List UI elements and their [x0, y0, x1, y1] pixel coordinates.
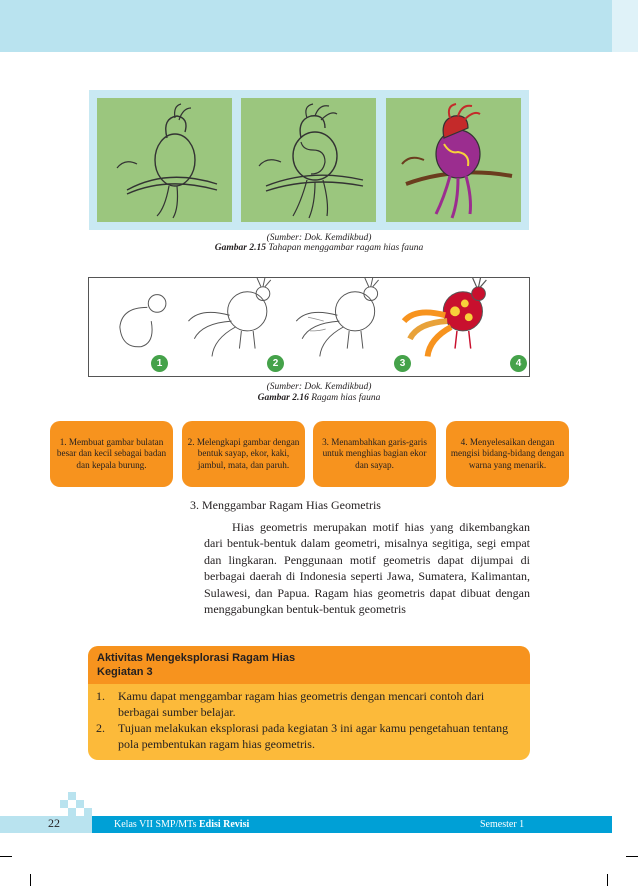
section-title: 3. Menggambar Ragam Hias Geometris [190, 498, 381, 512]
step-box-2: 2. Melengkapi gambar dengan bentuk sayap, ekor, kaki, jambul, mata, dan paruh. [182, 421, 305, 487]
activity-item-text: Tujuan melakukan eksplorasi pada kegiatan 3 ini agar kamu pengetahuan tentang pola pembentukan ragam hias geometris. [118, 721, 509, 751]
figure-2-15-source: (Sumber: Dok. Kemdikbud) [266, 233, 372, 243]
footer-pixel-decor [76, 800, 84, 808]
header-band-edge [612, 0, 638, 52]
figure-2-16-title: Ragam hias fauna [311, 393, 381, 403]
bird-sketch-stage-3 [386, 98, 521, 222]
step-badge-2: 2 [267, 355, 284, 372]
step-box-3: 3. Menambahkan garis-garis untuk menghias bagian ekor dan sayap. [313, 421, 436, 487]
activity-item-text: Kamu dapat menggambar ragam hias geometris dengan mencari contoh dari berbagai sumber belajar. [118, 689, 485, 719]
activity-item-number: 1. [96, 689, 105, 703]
crop-mark [30, 874, 31, 886]
figure-2-16-source: (Sumber: Dok. Kemdikbud) [266, 382, 372, 392]
figure-2-15-label: Gambar 2.15 [214, 243, 266, 253]
activity-header [88, 646, 530, 684]
footer-semester: Semester 1 [480, 819, 525, 830]
activity-list [96, 688, 522, 752]
page-number: 22 [48, 816, 60, 830]
footer-book-edition: Edisi Revisi [198, 819, 250, 830]
bird-sketch-stage-1 [97, 98, 232, 222]
footer-book-title [114, 816, 249, 833]
activity-title: Aktivitas Mengeksplorasi Ragam Hias [97, 652, 296, 664]
step-badge-4: 4 [510, 355, 527, 372]
step-box-1: 1. Membuat gambar bulatan besar dan kecil sebagai badan dan kepala burung. [50, 421, 173, 487]
header-band [0, 0, 612, 52]
footer-pixel-decor [60, 800, 68, 808]
footer-pixel-decor [68, 808, 76, 816]
figure-2-15-title: Tahapan menggambar ragam hias fauna [268, 243, 424, 253]
section-paragraph: Hias geometris merupakan motif hias yang dikembangkan dari bentuk-bentuk dalam geometri, misalnya segitiga, segi empat dan lingkaran. Penggunaan motif geometris dapat dijumpai di berbagai daerah di Indonesia seperti Jawa, Sumatera, Kalimantan, Sulawesi, dan Papua. Ragam hias geometris dapat dibuat dengan menggabungkan bentuk-bentuk geometris [204, 520, 530, 617]
figure-2-15-caption [0, 243, 638, 254]
activity-subtitle: Kegiatan 3 [97, 666, 153, 678]
footer-book-prefix: Kelas VII SMP/MTs [114, 819, 199, 830]
footer-pixel-decor [84, 808, 92, 816]
activity-item [96, 688, 522, 720]
crop-mark [0, 856, 12, 857]
footer-left-band [0, 816, 92, 833]
section-body [204, 519, 530, 617]
figure-2-16-label: Gambar 2.16 [257, 393, 309, 403]
crop-mark [626, 856, 638, 857]
step-box-4: 4. Menyelesaikan dengan mengisi bidang-bidang dengan warna yang menarik. [446, 421, 569, 487]
figure-2-16-caption [0, 393, 638, 404]
step-badge-3: 3 [394, 355, 411, 372]
bird-sketch-stage-2 [241, 98, 376, 222]
figure-2-15-image [89, 90, 529, 230]
crop-mark [607, 874, 608, 886]
figure-2-16-image [88, 277, 530, 377]
activity-box [88, 646, 530, 760]
step-badge-1: 1 [151, 355, 168, 372]
activity-item [96, 720, 522, 752]
footer-pixel-decor [68, 792, 76, 800]
activity-item-number: 2. [96, 721, 105, 735]
